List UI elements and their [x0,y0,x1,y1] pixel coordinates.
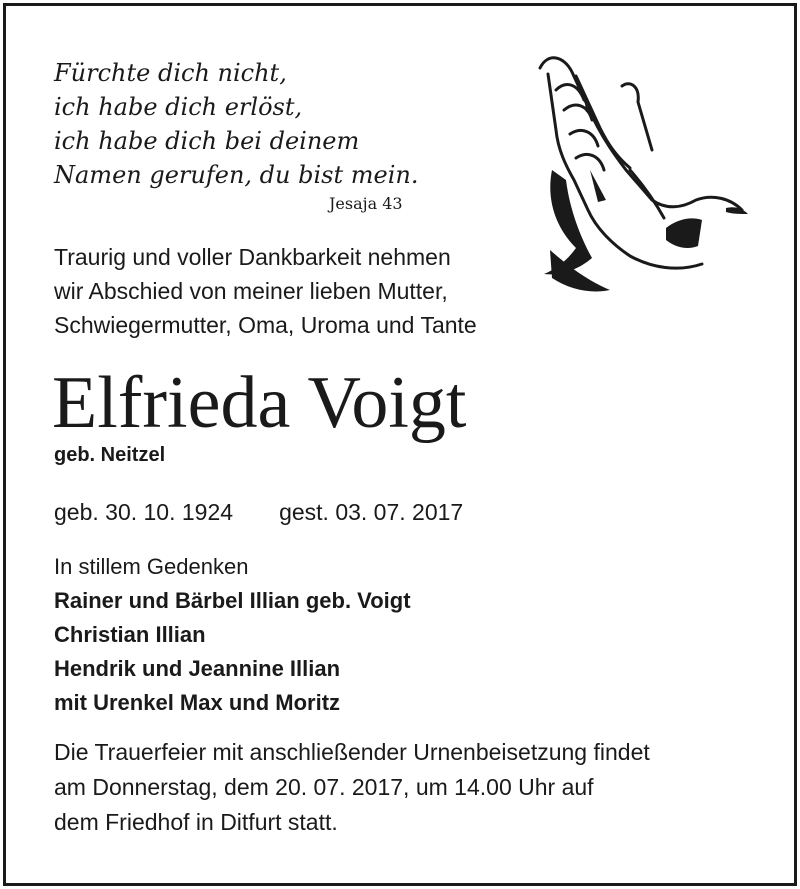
funeral-line: am Donnerstag, dem 20. 07. 2017, um 14.00 Uhr auf [54,774,594,800]
mourners-heading: In stillem Gedenken [54,554,249,579]
verse-line: Namen gerufen, du bist mein. [54,161,419,189]
death-date: gest. 03. 07. 2017 [279,499,464,525]
intro-line: Schwiegermutter, Oma, Uroma und Tante [54,312,477,338]
intro-text [54,240,477,342]
birth-date: geb. 30. 10. 1924 [54,499,234,525]
mourners-block [54,550,411,720]
life-dates [54,499,463,526]
mourner-name: mit Urenkel Max und Moritz [54,690,341,715]
mourner-name: Christian Illian [54,622,206,647]
deceased-name: Elfrieda Voigt [52,362,467,444]
verse-line: ich habe dich erlöst, [54,93,303,121]
bible-verse [54,56,418,192]
praying-hands-icon [526,50,752,300]
mourner-name: Rainer und Bärbel Illian geb. Voigt [54,588,411,613]
funeral-line: Die Trauerfeier mit anschließender Urnenbeisetzung findet [54,739,650,765]
verse-line: Fürchte dich nicht, [54,59,287,87]
verse-reference: Jesaja 43 [329,194,403,213]
funeral-line: dem Friedhof in Ditfurt statt. [54,809,338,835]
mourner-name: Hendrik und Jeannine Illian [54,656,341,681]
verse-line: ich habe dich bei deinem [54,127,360,155]
funeral-info [54,735,650,840]
intro-line: Traurig und voller Dankbarkeit nehmen [54,244,451,270]
birth-name: geb. Neitzel [54,444,166,466]
intro-line: wir Abschied von meiner lieben Mutter, [54,278,448,304]
